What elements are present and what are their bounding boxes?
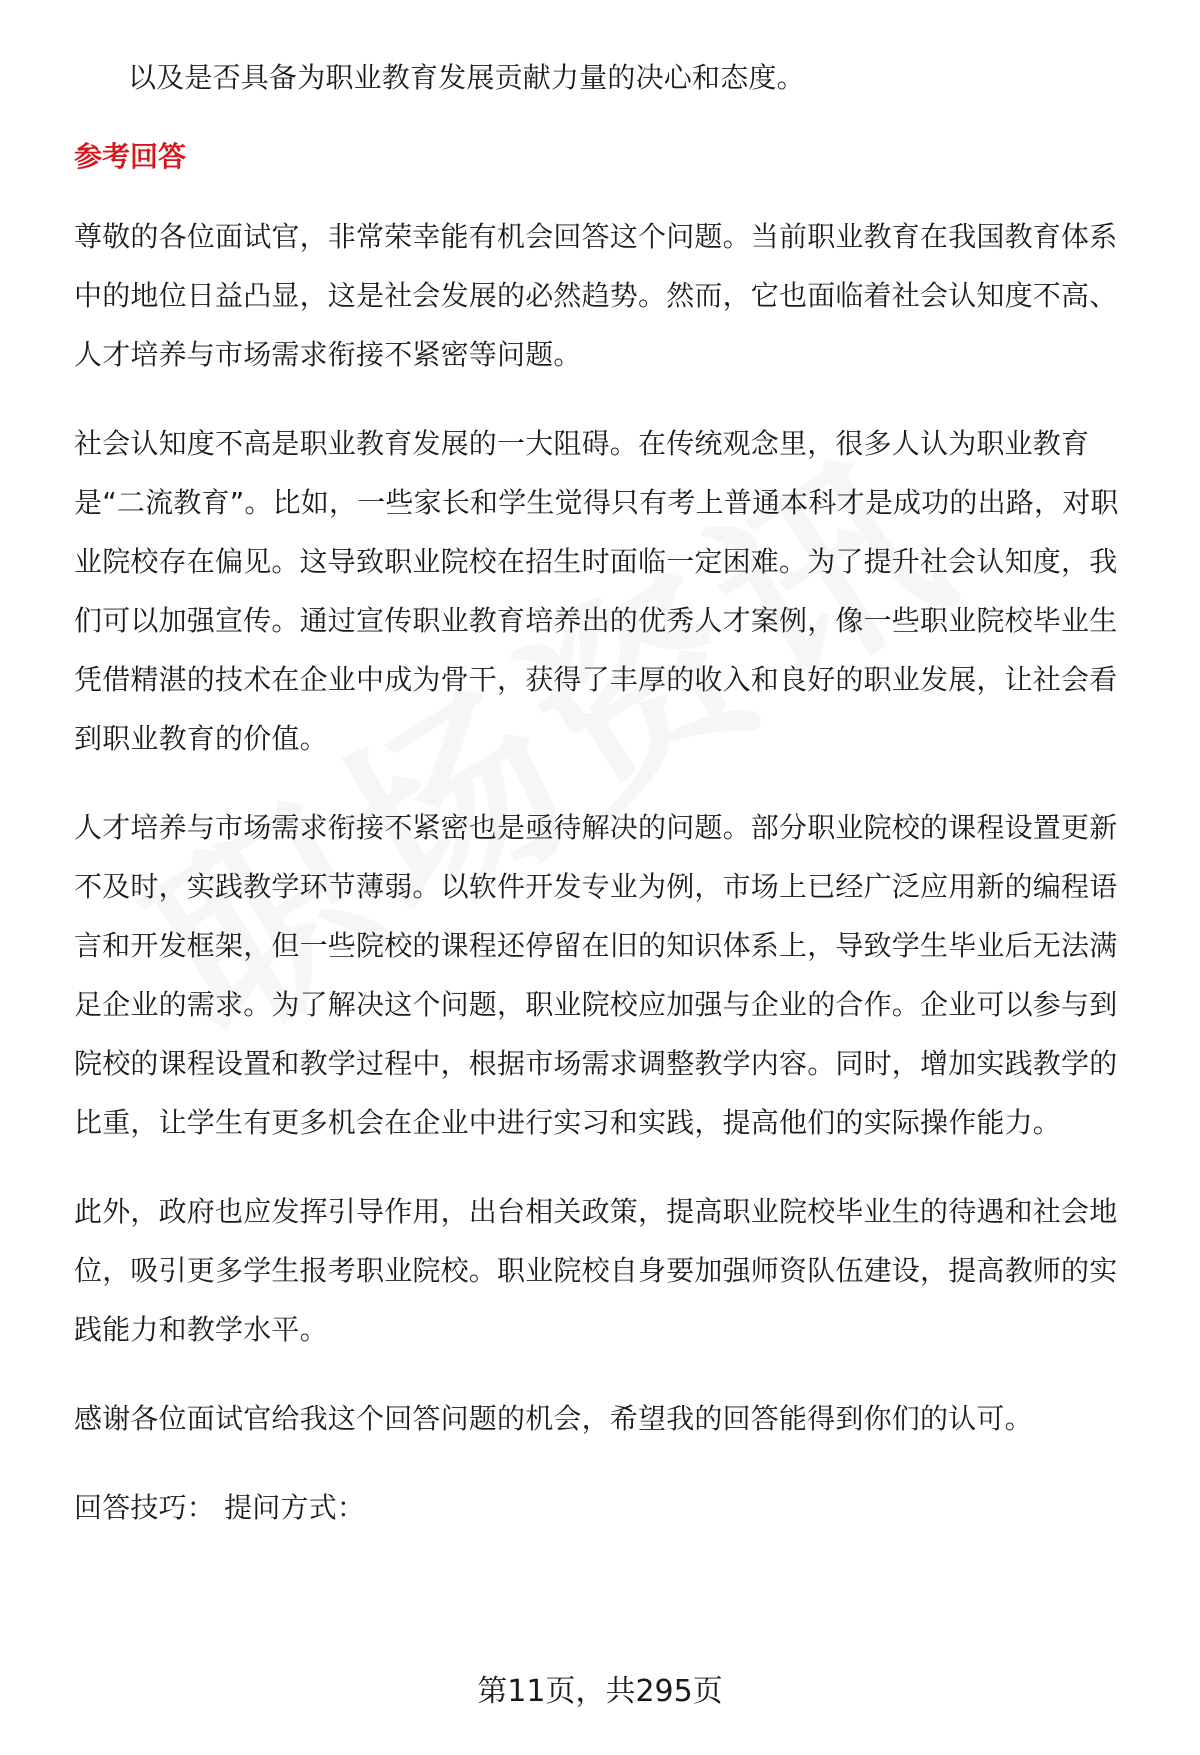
paragraph-1: 尊敬的各位面试官，非常荣幸能有机会回答这个问题。当前职业教育在我国教育体系中的地位日益凸显，这是社会发展的必然趋势。然而，它也面临着社会认知度不高、人才培养与市场需求衔接不紧密等问题。 bbox=[74, 220, 1118, 371]
section-heading: 参考回答 bbox=[74, 140, 187, 173]
page-number: 第11页，共295页 bbox=[477, 1674, 723, 1709]
answer-tips-line: 回答技巧： 提问方式： bbox=[74, 1491, 366, 1524]
page-content bbox=[74, 48, 1144, 1537]
intro-line: 以及是否具备为职业教育发展贡献力量的决心和态度。 bbox=[128, 61, 805, 94]
paragraph-4: 此外，政府也应发挥引导作用，出台相关政策，提高职业院校毕业生的待遇和社会地位，吸引更多学生报考职业院校。职业院校自身要加强师资队伍建设，提高教师的实践能力和教学水平。 bbox=[74, 1195, 1118, 1346]
paragraph-2: 社会认知度不高是职业教育发展的一大阻碍。在传统观念里，很多人认为职业教育是“二流教育”。比如，一些家长和学生觉得只有考上普通本科才是成功的出路，对职业院校存在偏见。这导致职业院校在招生时面临一定困难。为了提升社会认知度，我们可以加强宣传。通过宣传职业教育培养出的优秀人才案例，像一些职业院校毕业生凭借精湛的技术在企业中成为骨干，获得了丰厚的收入和良好的职业发展，让社会看到职业教育的价值。 bbox=[74, 427, 1119, 755]
paragraph-5: 感谢各位面试官给我这个回答问题的机会，希望我的回答能得到你们的认可。 bbox=[74, 1402, 1033, 1435]
paragraph-3: 人才培养与市场需求衔接不紧密也是亟待解决的问题。部分职业院校的课程设置更新不及时，实践教学环节薄弱。以软件开发专业为例，市场上已经广泛应用新的编程语言和开发框架，但一些院校的课程还停留在旧的知识体系上，导致学生毕业后无法满足企业的需求。为了解决这个问题，职业院校应加强与企业的合作。企业可以参与到院校的课程设置和教学过程中，根据市场需求调整教学内容。同时，增加实践教学的比重，让学生有更多机会在企业中进行实习和实践，提高他们的实际操作能力。 bbox=[74, 811, 1118, 1139]
